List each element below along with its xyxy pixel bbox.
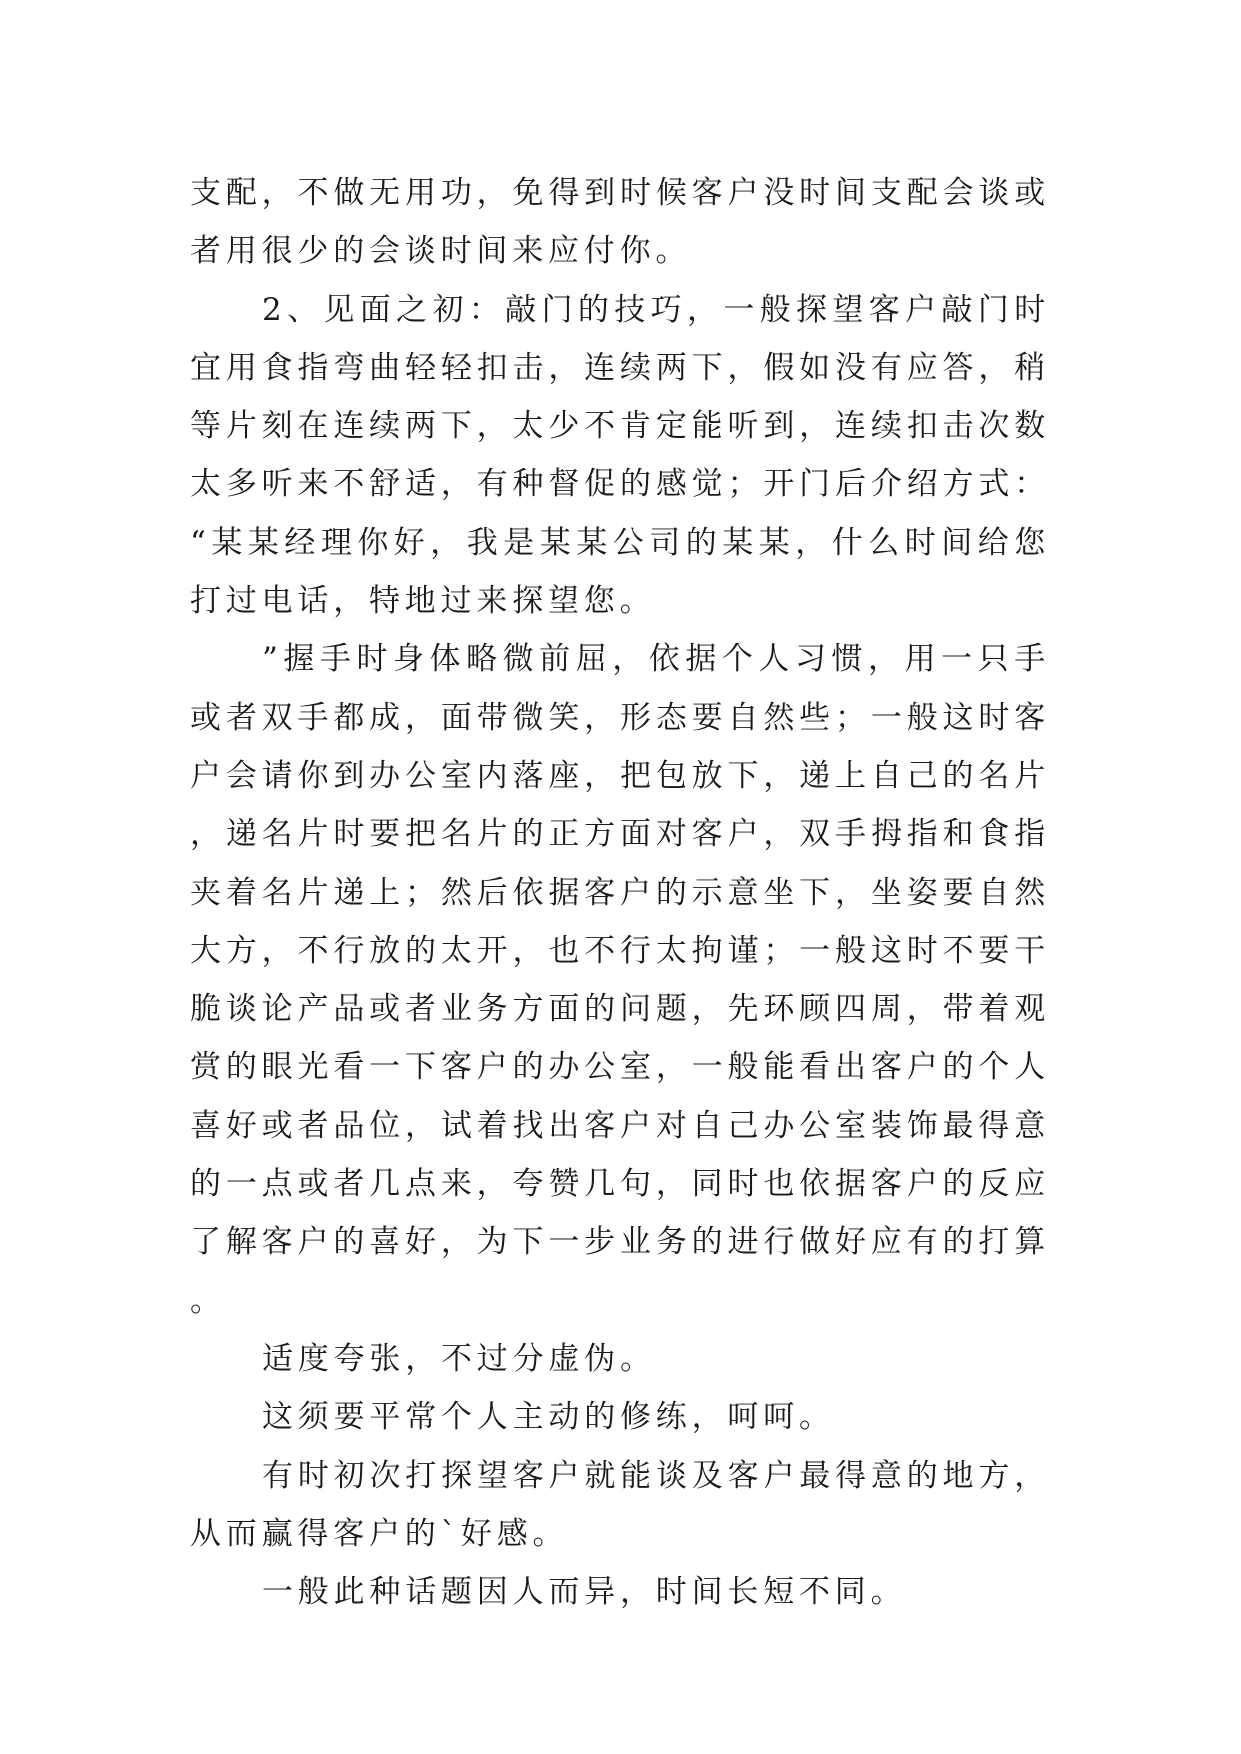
paragraph-handshake: ”握手时身体略微前屈，依据个人习惯，用一只手或者双手都成，面带微笑，形态要自然些；一般这时客户会请你到办公室内落座，把包放下，递上自己的名片，递名片时要把名片的正方面对客户，双手拇指和食指夹着名片递上；然后依据客户的示意坐下，坐姿要自然大方，不行放的太开，也不行太拘谨；一般这时不要干脆谈论产品或者业务方面的问题，先环顾四周，带着观赏的眼光看一下客户的办公室，一般能看出客户的个人喜好或者品位，试着找出客户对自己办公室装饰最得意的一点或者几点来，夸赞几句，同时也依据客户的反应了解客户的喜好，为下一步业务的进行做好应有的打算。 bbox=[190, 641, 1050, 1319]
document-body bbox=[190, 164, 1050, 1621]
paragraph-meeting-tips: 2、见面之初：敲门的技巧，一般探望客户敲门时宜用食指弯曲轻轻扣击，连续两下，假如没有应答，稍等片刻在连续两下，太少不肯定能听到，连续扣击次数太多听来不舒适，有种督促的感觉；开门后介绍方式：“某某经理你好，我是某某公司的某某，什么时间给您打过电话，特地过来探望您。 bbox=[190, 291, 1050, 620]
paragraph-continuation: 支配，不做无用功，免得到时候客户没时间支配会谈或者用很少的会谈时间来应付你。 bbox=[190, 175, 1050, 270]
paragraph-moderate-praise: 适度夸张，不过分虚伪。 bbox=[262, 1340, 656, 1377]
paragraph-first-visit: 有时初次打探望客户就能谈及客户最得意的地方，从而赢得客户的`好感。 bbox=[190, 1457, 1050, 1552]
paragraph-practice: 这须要平常个人主动的修练，呵呵。 bbox=[262, 1399, 835, 1436]
paragraph-topic-varies: 一般此种话题因人而异，时间长短不同。 bbox=[262, 1574, 907, 1611]
